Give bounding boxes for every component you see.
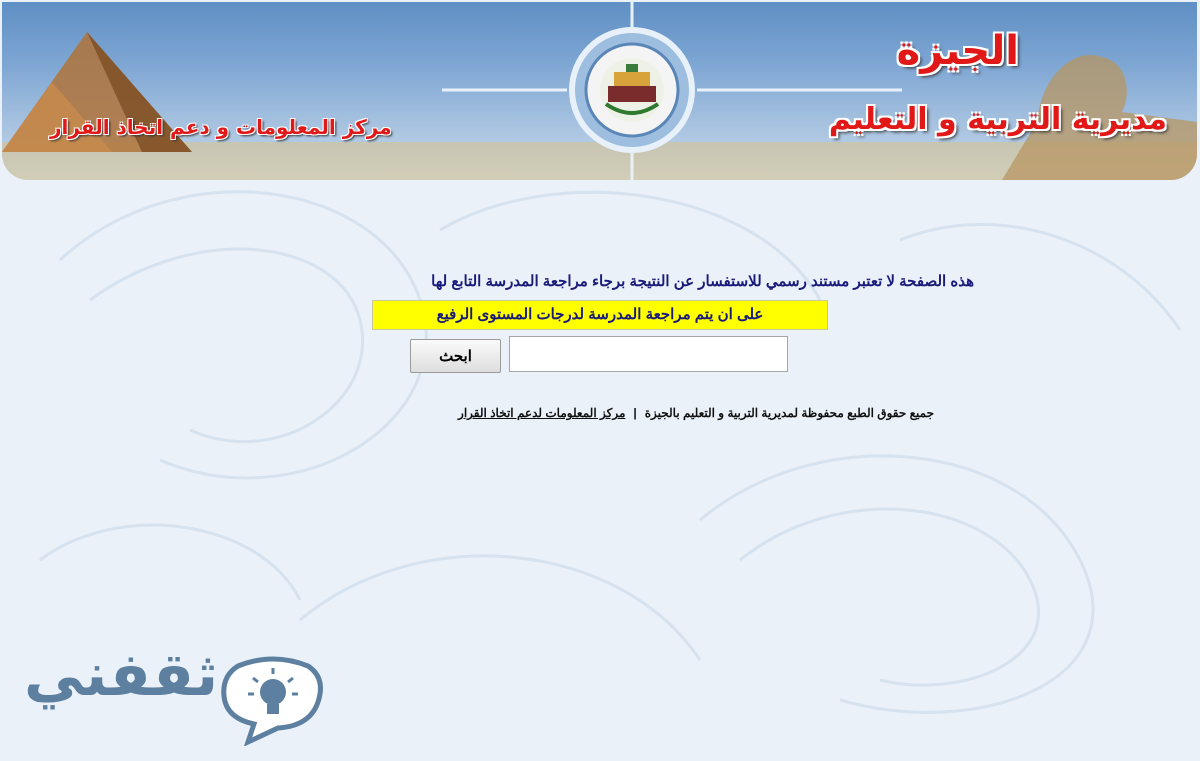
- header-banner: [2, 2, 1197, 180]
- banner-title-giza: الجيزة: [896, 28, 1019, 74]
- banner-title-directorate: مديرية التربية و التعليم: [828, 102, 1167, 137]
- education-emblem-icon: [600, 58, 664, 122]
- footer: [234, 406, 934, 420]
- info-center-link[interactable]: مركز المعلومات لدعم اتخاذ القرار: [458, 406, 626, 420]
- watermark-logo-text: ثقفني: [24, 640, 219, 710]
- disclaimer-text: هذه الصفحة لا تعتبر مستند رسمي للاستفسار عن النتيجة برجاء مراجعة المدرسة التابع لها: [431, 273, 974, 290]
- search-button[interactable]: ابحث: [410, 339, 501, 373]
- lightbulb-icon: [218, 656, 328, 746]
- search-input[interactable]: [509, 336, 788, 372]
- highlight-note: على ان يتم مراجعة المدرسة لدرجات المستوى الرفيع: [372, 300, 828, 330]
- banner-title-info-center: مركز المعلومات و دعم اتخاذ القرار: [50, 115, 392, 139]
- footer-separator: |: [633, 406, 637, 420]
- copyright-text: جميع حقوق الطبع محفوظة لمديرية التربية و التعليم بالجيزة: [644, 406, 934, 420]
